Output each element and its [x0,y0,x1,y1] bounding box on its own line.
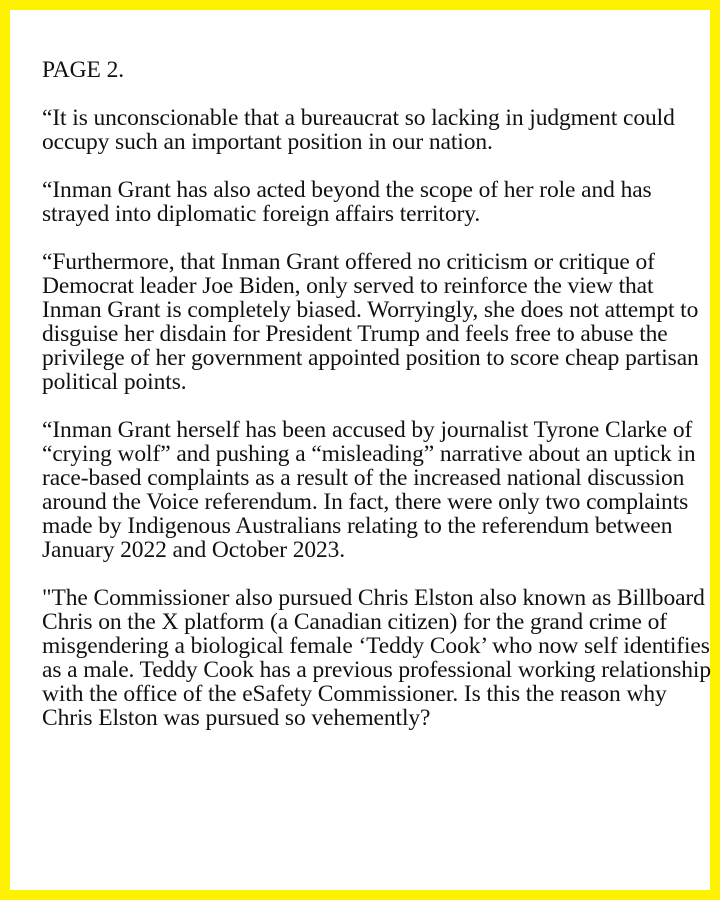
paragraph-5: "The Commissioner also pursued Chris Elston also known as Billboard Chris on the X platform (a Canadian citizen) for the grand crime of misgendering a biological female ‘Teddy Cook’ who now self identifies as a male. Teddy Cook has a previous professional working relationship with the office of the eSafety Commissioner. Is this the reason why Chris Elston was pursued so vehemently? [42,585,712,731]
paragraph-2: “Inman Grant has also acted beyond the scope of her role and has strayed into diplomatic foreign affairs territory. [42,177,652,227]
paragraph-1: “It is unconscionable that a bureaucrat so lacking in judgment could occupy such an important position in our nation. [42,105,675,155]
document-body [42,58,712,754]
page-label: PAGE 2. [42,57,125,83]
paragraph-3: “Furthermore, that Inman Grant offered no criticism or critique of Democrat leader Joe Biden, only served to reinforce the view that Inman Grant is completely biased. Worryingly, she does not attempt to disguise her disdain for President Trump and feels free to abuse the privilege of her government appointed position to score cheap partisan political points. [42,249,699,395]
paragraph-4: “Inman Grant herself has been accused by journalist Tyrone Clarke of “crying wolf” and pushing a “misleading” narrative about an uptick in race-based complaints as a result of the increased national discussion around the Voice referendum. In fact, there were only two complaints made by Indigenous Australians relating to the referendum between January 2022 and October 2023. [42,417,696,563]
